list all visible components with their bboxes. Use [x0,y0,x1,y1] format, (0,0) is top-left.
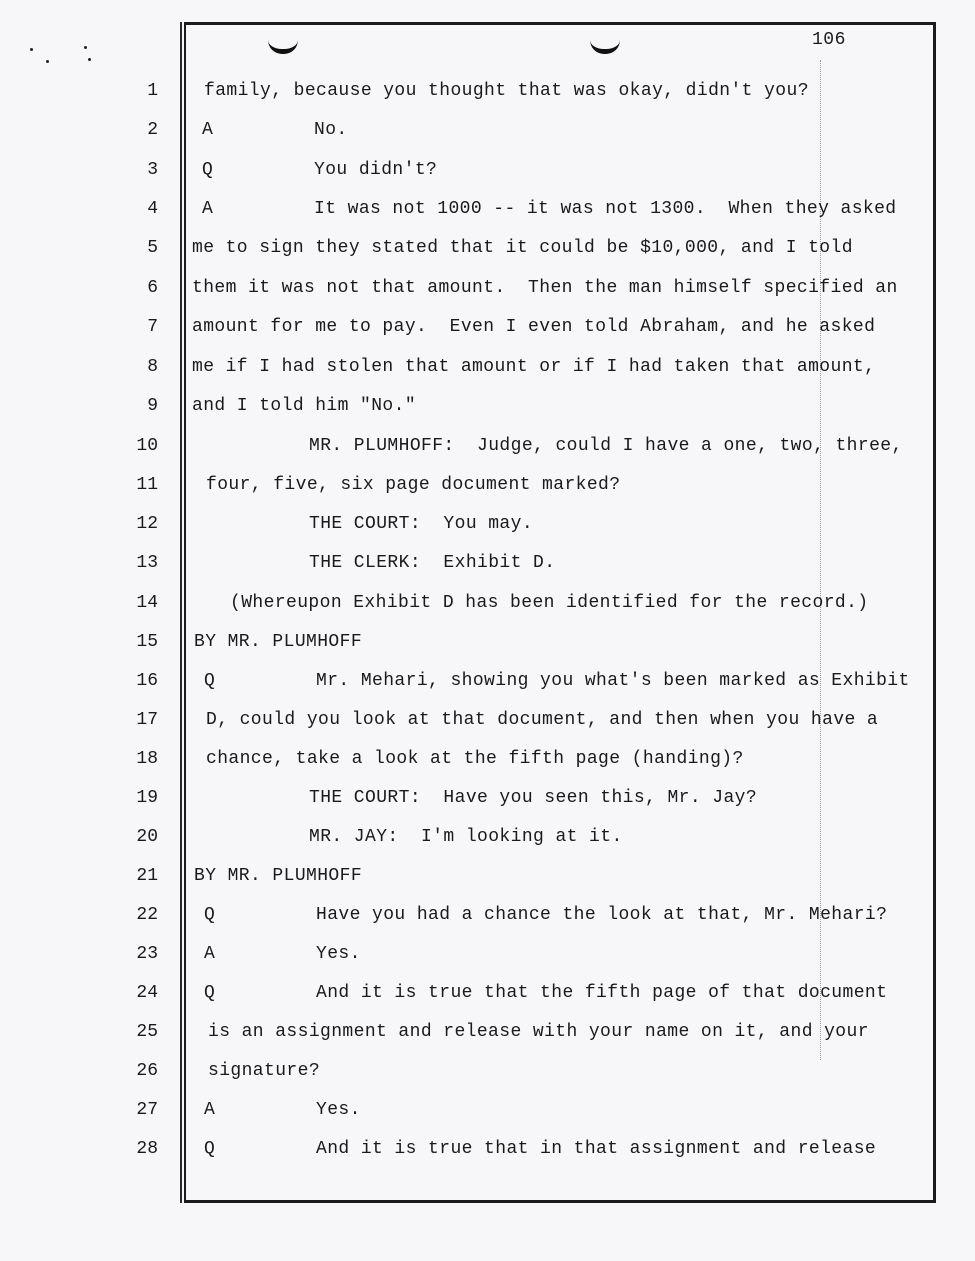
line-number: 24 [136,983,158,1003]
transcript-line: THE COURT: You may. [309,514,534,534]
line-number: 26 [136,1061,158,1081]
line-number: 13 [136,553,158,573]
transcript-line: (Whereupon Exhibit D has been identified for the record.) [230,593,869,613]
line-number: 9 [147,396,158,416]
page-number: 106 [812,30,846,50]
transcript-line: D, could you look at that document, and then when you have a [206,710,879,730]
line-number: 12 [136,514,158,534]
transcript-line: signature? [208,1061,321,1081]
margin-rule [180,22,182,1203]
scan-speck [30,48,33,51]
line-number: 4 [147,199,158,219]
line-number: 23 [136,944,158,964]
transcript-line: four, five, six page document marked? [206,475,621,495]
line-number: 1 [147,81,158,101]
line-number: 18 [136,749,158,769]
line-number: 8 [147,357,158,377]
line-number: 7 [147,317,158,337]
line-number: 11 [136,475,158,495]
transcript-line: family, because you thought that was okay, didn't you? [204,81,809,101]
transcript-line: Q And it is true that the fifth page of that document [204,983,888,1003]
line-number: 16 [136,671,158,691]
line-number: 21 [136,866,158,886]
transcript-line: Q You didn't? [202,160,438,180]
transcript-line: THE COURT: Have you seen this, Mr. Jay? [309,788,758,808]
line-number: 17 [136,710,158,730]
transcript-line: Q Mr. Mehari, showing you what's been marked as Exhibit [204,671,910,691]
line-number: 15 [136,632,158,652]
transcript-line: A Yes. [204,944,361,964]
line-number: 6 [147,278,158,298]
line-number: 14 [136,593,158,613]
line-number: 2 [147,120,158,140]
transcript-line: BY MR. PLUMHOFF [194,632,363,652]
transcript-line: and I told him "No." [192,396,417,416]
transcript-line: A Yes. [204,1100,361,1120]
transcript-line: A It was not 1000 -- it was not 1300. When they asked [202,199,897,219]
transcript-line: MR. PLUMHOFF: Judge, could I have a one, two, three, [309,436,903,456]
scan-speck [84,46,87,49]
transcript-line: is an assignment and release with your name on it, and your [208,1022,869,1042]
transcript-line: MR. JAY: I'm looking at it. [309,827,623,847]
scan-speck [88,58,91,61]
transcript-line: Q Have you had a chance the look at that, Mr. Mehari? [204,905,888,925]
transcript-line: A No. [202,120,348,140]
line-number: 5 [147,238,158,258]
scan-speck [46,60,49,63]
line-number: 3 [147,160,158,180]
transcript-line: chance, take a look at the fifth page (handing)? [206,749,744,769]
transcript-line: them it was not that amount. Then the man himself specified an [192,278,898,298]
transcript-line: amount for me to pay. Even I even told Abraham, and he asked [192,317,876,337]
transcript-line: THE CLERK: Exhibit D. [309,553,556,573]
line-number: 20 [136,827,158,847]
transcript-line: BY MR. PLUMHOFF [194,866,363,886]
line-number: 28 [136,1139,158,1159]
transcript-line: me if I had stolen that amount or if I had taken that amount, [192,357,876,377]
line-number: 25 [136,1022,158,1042]
line-number: 27 [136,1100,158,1120]
line-number: 19 [136,788,158,808]
transcript-line: me to sign they stated that it could be $10,000, and I told [192,238,853,258]
line-number: 10 [136,436,158,456]
line-number: 22 [136,905,158,925]
transcript-line: Q And it is true that in that assignment and release [204,1139,877,1159]
